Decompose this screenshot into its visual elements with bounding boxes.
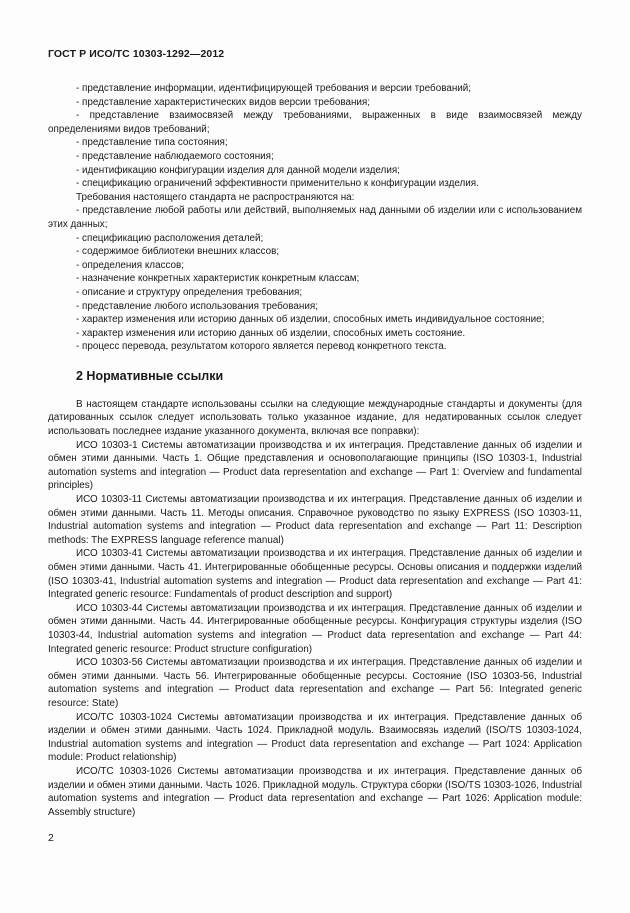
exclusion-intro: Требования настоящего стандарта не распространяются на: (76, 191, 355, 203)
reference-item: ИСО 10303-11 Системы автоматизации производства и их интеграция. Представление данных об изделии и обмен этими данными. Часть 11. Методы описания. Справочное руководство по языку EXPRESS (ISO 10303-11, Industrial automation systems and integration — Product data representation and exchange — Part 11: Description methods: The EXPRESS language reference manual) (48, 494, 582, 546)
section-heading: 2 Нормативные ссылки (76, 368, 224, 383)
reference-item: ИСО 10303-56 Системы автоматизации производства и их интеграция. Представление данных об изделии и обмен этими данными. Часть 56. Интегрированные обобщенные ресурсы. Состояние (ISO 10303-56, Industrial automation systems and integration — Product data representation and exchange — Part 56: Integrated generic resource: State) (48, 657, 582, 709)
list-item: - представление взаимосвязей между требованиями, выраженных в виде взаимосвязей между определениями видов требований; (48, 110, 582, 135)
section-intro: В настоящем стандарте использованы ссылки на следующие международные стандарты и документы (для датированных ссылок следует использовать только указанное издание, для недатированных ссылок следует использовать последнее издание указанного документа, включая все поправки): (48, 398, 582, 438)
list-item: - представление наблюдаемого состояния; (76, 150, 274, 162)
document-header: ГОСТ Р ИСО/ТС 10303-1292—2012 (48, 48, 225, 60)
list-item: - процесс перевода, результатом которого является перевод конкретного текста. (76, 341, 447, 353)
scope-list (48, 82, 582, 191)
reference-item: ИСО 10303-41 Системы автоматизации производства и их интеграция. Представление данных об изделии и обмен этими данными. Часть 41. Интегрированные обобщенные ресурсы. Основы описания и поддержки изделий (ISO 10303-41, Industrial automation systems and integration — Product data representation and exchange — Part 41: Integrated generic resource: Fundamentals of product description and support) (48, 548, 582, 601)
document-body (48, 82, 582, 819)
list-item: - представление любого использования требования; (76, 300, 318, 312)
reference-item: ИСО/ТС 10303-1026 Системы автоматизации производства и их интеграция. Представление данных об изделии и обмен этими данными. Часть 1026. Прикладной модуль. Структура сборки (ISO/TS 10303-1026, Industrial automation systems and integration — Product data representation and exchange — Part 1026: Application module: Assembly structure) (48, 765, 582, 818)
reference-item: ИСО 10303-1 Системы автоматизации производства и их интеграция. Представление данных об изделии и обмен этими данными. Часть 1. Общие представления и основополагающие принципы (ISO 10303-1, Industrial automation systems and integration — Product data representation and exchange — Part 1: Overview and fundamental principles) (48, 439, 582, 492)
list-item: - описание и структуру определения требования; (76, 286, 303, 298)
list-item: - представление типа состояния; (76, 137, 228, 149)
list-item: - спецификацию ограничений эффективности применительно к конфигурации изделия. (76, 178, 479, 190)
list-item: - характер изменения или историю данных об изделии, способных иметь состояние. (76, 327, 466, 339)
list-item: - содержимое библиотеки внешних классов; (76, 246, 280, 258)
list-item: - представление характеристических видов версии требования; (76, 96, 371, 108)
reference-list (48, 439, 582, 820)
list-item: - представление любой работы или действий, выполняемых над данными об изделии или с использованием этих данных; (48, 205, 582, 230)
page-number: 2 (48, 832, 54, 844)
list-item: - определения классов; (76, 259, 185, 271)
reference-item: ИСО 10303-44 Системы автоматизации производства и их интеграция. Представление данных об изделии и обмен этими данными. Часть 44. Интегрированные обобщенные ресурсы. Конфигурация структуры изделия (ISO 10303-44, Industrial automation systems and integration — Product data representation and exchange — Part 44: Integrated generic resource: Product structure configuration) (48, 602, 582, 655)
reference-item: ИСО/ТС 10303-1024 Системы автоматизации производства и их интеграция. Представление данных об изделии и обмен этими данными. Часть 1024. Прикладной модуль. Взаимосвязь изделий (ISO/TS 10303-1024, Industrial automation systems and integration — Product data representation and exchange — Part 1024: Application module: Product relationship) (48, 711, 582, 764)
list-item: - назначение конкретных характеристик конкретным классам; (76, 273, 360, 285)
exclusion-list (48, 204, 582, 354)
list-item: - идентификацию конфигурации изделия для данной модели изделия; (76, 164, 400, 176)
list-item: - спецификацию расположения деталей; (76, 232, 264, 244)
list-item: - характер изменения или историю данных об изделии, способных иметь индивидуальное состояние; (76, 314, 545, 326)
list-item: - представление информации, идентифицирующей требования и версии требований; (76, 83, 472, 94)
